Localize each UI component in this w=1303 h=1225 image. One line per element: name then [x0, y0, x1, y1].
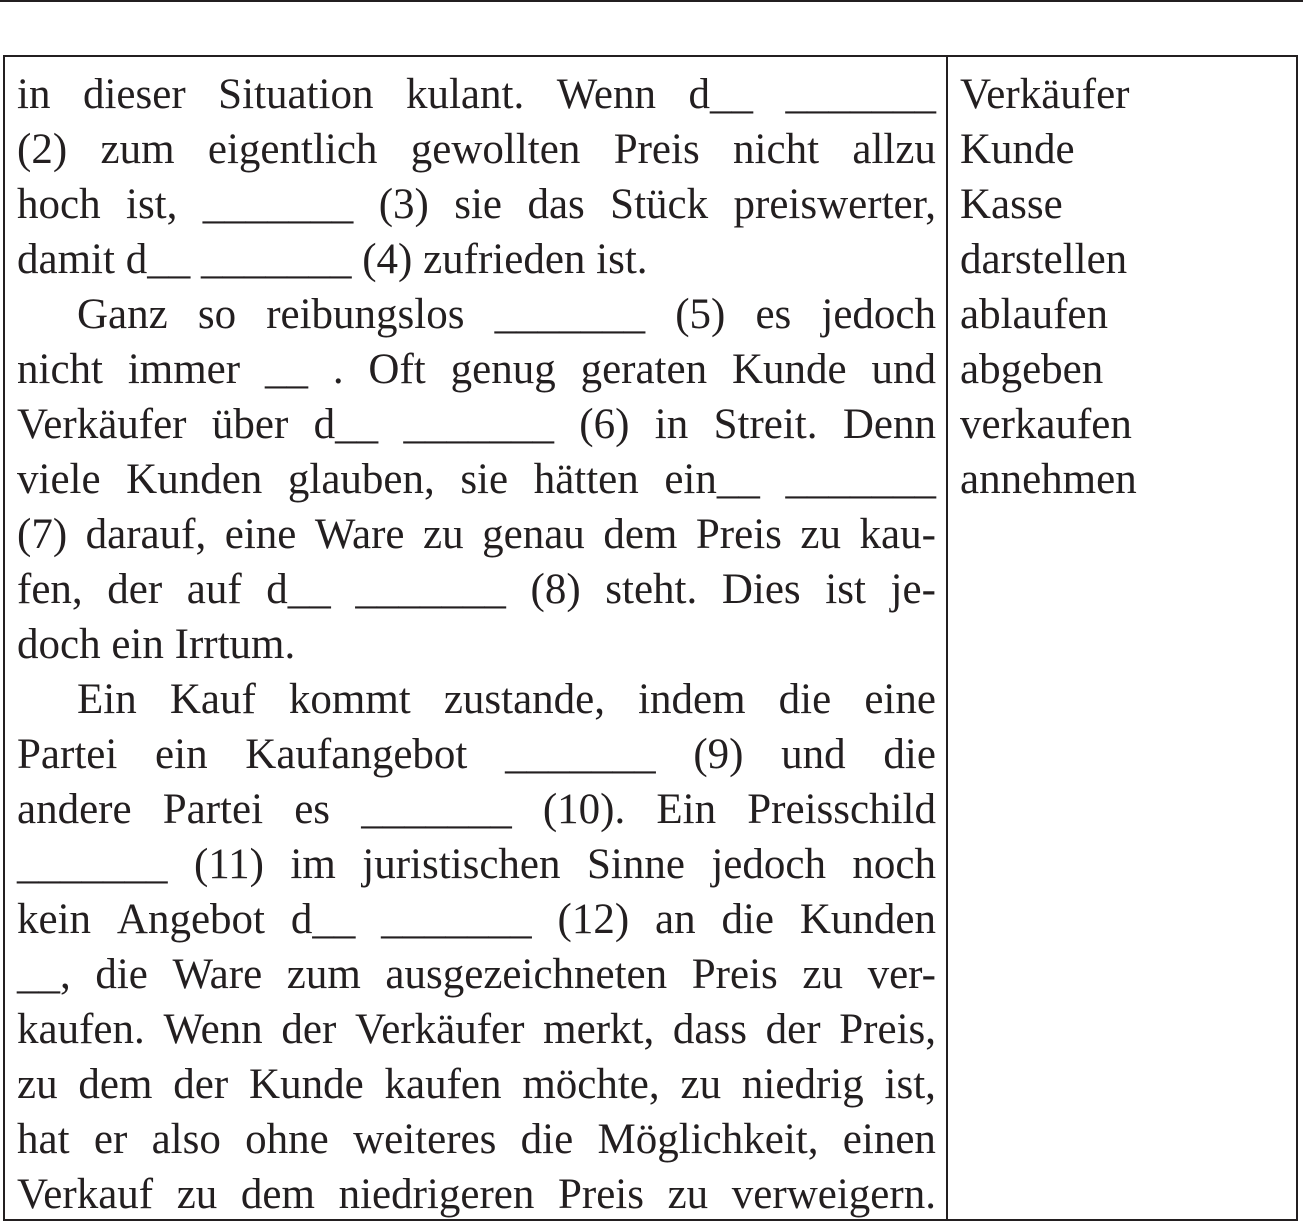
text-line [17, 947, 936, 1002]
text-word: sie [460, 456, 509, 503]
text-line [17, 672, 936, 727]
gap-fill-text [5, 57, 948, 1219]
text-word: Irrtum. [174, 621, 296, 668]
text-word: Partei [17, 731, 118, 778]
text-word: genau [482, 511, 585, 558]
text-word: Kunden [126, 456, 263, 503]
text-word: niedrigeren [338, 1171, 535, 1218]
text-word: _______ [361, 786, 512, 833]
text-word: ist [825, 566, 866, 613]
text-word: an [655, 896, 696, 943]
text-line [17, 67, 936, 122]
text-word: andere [17, 786, 132, 833]
text-word: eigentlich [207, 126, 378, 173]
text-word: d__ [266, 566, 331, 613]
text-word: Kunde [249, 1061, 364, 1108]
text-word: dem [603, 511, 678, 558]
text-word: hätten [533, 456, 639, 503]
word-bank-item: darstellen [960, 236, 1128, 283]
text-word: Dies [721, 566, 801, 613]
text-word: hoch [17, 181, 101, 228]
text-word: Kauf [169, 676, 256, 723]
text-word: kaufen [384, 1061, 502, 1108]
text-word: die [721, 896, 774, 943]
text-line [17, 452, 936, 507]
text-word: _______ [17, 841, 168, 888]
text-word: ver- [867, 951, 936, 998]
text-word: verweigern. [731, 1171, 936, 1218]
text-word: der [765, 1006, 821, 1053]
text-word: __, [17, 951, 71, 998]
text-word: damit [17, 236, 115, 283]
text-word: Wenn [163, 1006, 263, 1053]
text-word: (5) [675, 291, 726, 338]
text-word: Ein [656, 786, 717, 833]
text-word: in [654, 401, 689, 448]
text-word: ein [155, 731, 208, 778]
text-word: Preis [613, 126, 700, 173]
text-word: und [871, 346, 936, 393]
text-line [17, 1112, 936, 1167]
text-word: nicht [733, 126, 820, 173]
text-word: eine [224, 511, 297, 558]
text-word: _______ [785, 71, 936, 118]
text-word: es [294, 786, 331, 833]
word-bank-item: verkaufen [960, 401, 1132, 448]
text-word: d__ [688, 71, 753, 118]
text-word: nicht [17, 346, 103, 393]
text-word: jedoch [821, 291, 936, 338]
text-word: weiteres [353, 1116, 497, 1163]
text-word: Ein [77, 676, 137, 723]
text-word: _______ [381, 896, 532, 943]
text-word: ausgezeichneten [385, 951, 668, 998]
text-word: _______ [505, 731, 656, 778]
text-word: Ware [314, 511, 405, 558]
text-word: der [173, 1061, 229, 1108]
text-word: ohne [245, 1116, 329, 1163]
word-bank-item: ablaufen [960, 291, 1109, 338]
text-word: im [290, 841, 336, 888]
text-word: Verkäufer [17, 401, 187, 448]
text-word: (11) [193, 841, 264, 888]
text-line [17, 727, 936, 782]
text-line [17, 1167, 936, 1222]
text-word: Ganz [77, 291, 168, 338]
word-bank-item: annehmen [960, 456, 1137, 503]
text-line [17, 342, 936, 397]
text-word: steht. [605, 566, 698, 613]
text-word: indem [638, 676, 746, 723]
text-word: (12) [557, 896, 630, 943]
text-word: (9) [693, 731, 744, 778]
text-line [17, 287, 936, 342]
text-word: d__ [290, 896, 356, 943]
text-line [17, 617, 936, 672]
text-word: Kunde [731, 346, 847, 393]
text-word: zustande, [443, 676, 605, 723]
text-word: reibungslos [266, 291, 465, 338]
text-word: ist, [126, 181, 178, 228]
text-word: kau- [859, 511, 936, 558]
top-rule [0, 0, 1303, 2]
text-word: auf [186, 566, 242, 613]
word-bank-item: abgeben [960, 346, 1104, 393]
text-word: Wenn [556, 71, 656, 118]
text-word: (10). [542, 786, 626, 833]
text-word: _______ [200, 236, 352, 283]
text-word: (4) [362, 236, 413, 283]
text-word: (7) [17, 511, 68, 558]
text-word: noch [852, 841, 936, 888]
text-word: je- [890, 566, 936, 613]
text-line [17, 397, 936, 452]
text-word: zu [680, 1061, 722, 1108]
text-word: die [883, 731, 936, 778]
text-line [17, 782, 936, 837]
word-bank-item: Kasse [960, 181, 1063, 228]
text-word: _______ [494, 291, 646, 338]
text-word: jedoch [711, 841, 826, 888]
text-word: Preis [695, 511, 782, 558]
text-word: ist. [596, 236, 648, 283]
text-word: fen, [17, 566, 83, 613]
text-word: die [778, 676, 832, 723]
text-word: _______ [355, 566, 506, 613]
text-word: Kaufangebot [245, 731, 468, 778]
text-line [17, 232, 936, 287]
text-word: ein [111, 621, 164, 668]
text-word: __ [264, 346, 308, 393]
text-word: (6) [579, 401, 630, 448]
text-word: zum [286, 951, 361, 998]
text-word: Partei [162, 786, 264, 833]
text-word: das [527, 181, 585, 228]
text-word: merkt, [543, 1006, 655, 1053]
text-word: sie [454, 181, 503, 228]
text-word: zu [802, 951, 843, 998]
text-word: Situation [218, 71, 374, 118]
text-word: (2) [17, 126, 68, 173]
text-line [17, 177, 936, 232]
text-word: Sinne [586, 841, 685, 888]
text-word: kaufen. [17, 1006, 145, 1053]
text-word: d__ [125, 236, 191, 283]
text-line [17, 507, 936, 562]
text-word: und [781, 731, 846, 778]
text-word: hat [17, 1116, 70, 1163]
text-word: zu [423, 511, 464, 558]
text-word: Streit. [713, 401, 818, 448]
text-word: geraten [580, 346, 708, 393]
text-word: doch [17, 621, 101, 668]
text-word: preiswerter, [733, 181, 936, 228]
text-word: _______ [785, 456, 936, 503]
word-bank-item: Verkäufer [960, 71, 1130, 118]
word-bank [948, 57, 1296, 1219]
text-word: kommt [288, 676, 411, 723]
text-word: allzu [852, 126, 936, 173]
text-word: eine [864, 676, 936, 723]
text-word: über [211, 401, 289, 448]
text-word: _______ [202, 181, 354, 228]
text-word: niedrig [741, 1061, 864, 1108]
text-word: Verkauf [17, 1171, 154, 1218]
text-word: dieser [82, 71, 186, 118]
text-line [17, 1057, 936, 1112]
text-word: zum [100, 126, 175, 173]
text-word: zu [176, 1171, 218, 1218]
text-word: zu [667, 1171, 709, 1218]
text-word: der [107, 566, 163, 613]
text-word: Stück [610, 181, 709, 228]
text-word: zu [800, 511, 841, 558]
text-line [17, 122, 936, 177]
text-word: genug [450, 346, 556, 393]
text-line [17, 892, 936, 947]
text-word: dem [240, 1171, 315, 1218]
text-word: kulant. [405, 71, 525, 118]
text-word: Verkäufer [354, 1006, 525, 1053]
text-word: ein__ [664, 456, 760, 503]
text-word: Ware [172, 951, 263, 998]
text-word: viele [17, 456, 101, 503]
text-word: kein [17, 896, 92, 943]
text-word: der [281, 1006, 337, 1053]
text-word: so [197, 291, 237, 338]
text-word: ist, [884, 1061, 936, 1108]
text-word: möchte, [522, 1061, 660, 1108]
text-word: Preis [557, 1171, 644, 1218]
text-word: Denn [842, 401, 936, 448]
text-word: es [755, 291, 792, 338]
text-word: in [17, 71, 51, 118]
text-word: Kunden [799, 896, 936, 943]
text-word: darauf, [85, 511, 207, 558]
text-word: zufrieden [423, 236, 586, 283]
text-word: dem [78, 1061, 153, 1108]
text-word: die [95, 951, 148, 998]
text-word: juristischen [362, 841, 561, 888]
text-word: er [93, 1116, 128, 1163]
text-word: _______ [403, 401, 554, 448]
text-line [17, 562, 936, 617]
text-word: (3) [378, 181, 429, 228]
text-word: Preis [691, 951, 778, 998]
text-word: (8) [530, 566, 581, 613]
text-word: zu [17, 1061, 58, 1108]
text-word: . [332, 346, 344, 393]
text-word: also [151, 1116, 221, 1163]
text-word: dass [672, 1006, 747, 1053]
text-word: gewollten [410, 126, 581, 173]
text-word: Preis, [839, 1006, 936, 1053]
text-word: Oft [368, 346, 426, 393]
text-line [17, 1002, 936, 1057]
text-word: Preisschild [747, 786, 936, 833]
text-word: Möglichkeit, [597, 1116, 819, 1163]
exercise-table [3, 55, 1298, 1221]
text-word: immer [127, 346, 241, 393]
word-bank-item: Kunde [960, 126, 1075, 173]
text-word: d__ [313, 401, 379, 448]
text-word: einen [842, 1116, 936, 1163]
text-word: glauben, [287, 456, 435, 503]
text-line [17, 837, 936, 892]
text-word: die [520, 1116, 574, 1163]
text-word: Angebot [116, 896, 265, 943]
